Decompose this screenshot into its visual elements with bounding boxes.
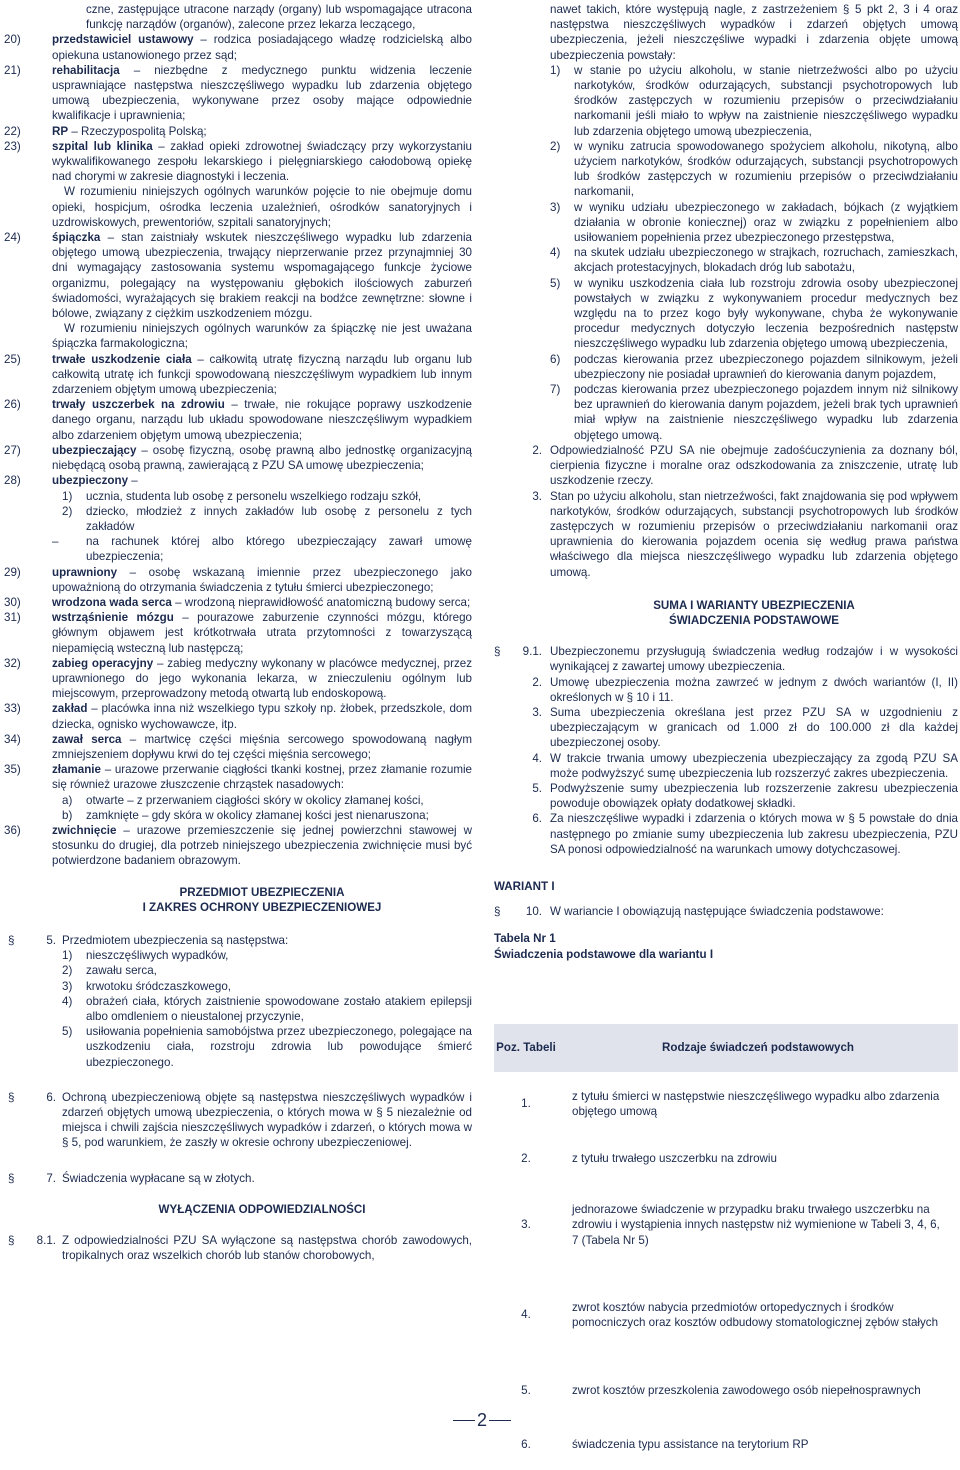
paragraph-9-5: 5. Podwyższenie sumy ubezpieczenia lub rozszerzenie zakresu ubezpieczenia powoduje obowiązek opłaty dodatkowej składki. xyxy=(532,781,958,811)
paragraph-5-item-4: 4) obrażeń ciała, których zaistnienie spowodowane zostało atakiem epilepsji albo omdleniem o nieustalonej przyczynie, xyxy=(62,994,472,1023)
section-heading-sum-2: ŚWIADCZENIA PODSTAWOWE xyxy=(668,613,840,627)
definition-21: 21) rehabilitacja – niezbędne z medycznego punktu widzenia leczenie usprawniające następstwa nieszczęśliwego wypadku lub zdarzenia objętego umową ubezpieczenia, wykonywane przez osoby mające odpowiednie kwalifikacje i uprawnienia; xyxy=(4,63,472,123)
exclusion-item-5: 5) w wyniku uszkodzenia ciała lub rozstroju zdrowia osoby ubezpieczonej powstałych w związku z wykonywaniem procedur medycznych bez względu na to przez kogo były wykonywane, chyba że wykonywanie procedur medycznych dotyczyło leczenia bezpośrednich następstw nieszczęśliwego wypadku lub zdarzenia objętego umową ubezpieczenia, xyxy=(550,276,958,351)
definition-35-item-a: a) otwarte – z przerwaniem ciągłości skóry w okolicy złamanej kości, xyxy=(62,793,424,807)
paragraph-5-item-5: 5) usiłowania popełnienia samobójstwa przez ubezpieczonego, polegające na uszkodzeniu ciała, rozstroju zdrowia lub powodujące śmierć ubezpieczonego. xyxy=(62,1025,472,1069)
definition-25: 25) trwałe uszkodzenie ciała – całkowitą utratę fizyczną narządu lub organu lub całkowitą utratę ich funkcji spowodowaną nieszczęśliwym wypadkiem lub innym zdarzeniem objętym umową ubezpieczenia; xyxy=(4,352,473,397)
definition-31: 31) wstrząśnienie mózgu – pourazowe zaburzenie czynności mózgu, którego głównym objawem jest krótkotrwała utrata przytomności z towarzyszącą niepamięcią wsteczną lub następczą; xyxy=(4,611,472,655)
page-number-dash-right xyxy=(489,1420,511,1421)
variant-heading: WARIANT I xyxy=(494,879,555,893)
definition-28: 28) ubezpieczony – xyxy=(4,474,138,488)
table-row: 3. jednorazowe świadczenie w przypadku braku trwałego uszczerbku na zdrowiu i wystąpienia innych następstw niż wymienione w Tabeli 3, 4, 6, 7 (Tabela Nr 5) xyxy=(521,1203,940,1247)
definition-30: 30) wrodzona wada serca – wrodzoną nieprawidłowość anatomiczną budowy serca; xyxy=(4,595,471,609)
paragraph-9-4: 4. W trakcie trwania umowy ubezpieczenia ubezpieczający za zgodą PZU SA może podwyższyć sumę ubezpieczenia lub rozszerzyć zakres ubezpieczenia. xyxy=(532,751,958,780)
table-row: 2. z tytułu trwałego uszczerbku na zdrowiu xyxy=(521,1152,777,1166)
paragraph-7: § 7. Świadczenia wypłacane są w złotych. xyxy=(8,1171,255,1185)
section-heading-scope-2: I ZAKRES OCHRONY UBEZPIECZENIOWEJ xyxy=(142,900,382,914)
definition-22: 22) RP – Rzeczypospolitą Polską; xyxy=(4,124,207,138)
right-column xyxy=(494,2,958,962)
definition-23: 23) szpital lub klinika – zakład opieki zdrowotnej świadczący przy wykorzystaniu wykwalifikowanego zespołu lekarskiego i pielęgniarskiego całodobową opiekę nad chorymi w zakresie diagnostyki i leczenia. xyxy=(4,139,472,184)
left-column xyxy=(4,2,473,1263)
table-row: 4. zwrot kosztów nabycia przedmiotów ortopedycznych i środków pomocniczych oraz kosztów odbudowy stomatologicznej zębów stałych xyxy=(521,1300,939,1329)
definition-20: 20) przedstawiciel ustawowy – rodzica posiadającego władzę rodzicielską albo opiekuna ustanowionego przez sąd; xyxy=(4,33,472,62)
table-header-poz: Poz. Tabeli xyxy=(496,1041,556,1055)
definition-28-item-2: 2) dziecko, młodzież z innych zakładów lub osobę z personelu z tych zakładów xyxy=(62,504,472,533)
exclusion-item-4: 4) na skutek udziału ubezpieczonego w strajkach, rozruchach, zamieszkach, akcjach protestacyjnych, blokadach dróg lub sabotażu, xyxy=(550,246,958,275)
definition-36: 36) zwichnięcie – urazowe przemieszczenie się jednej powierzchni stawowej w stosunku do drugiej, dla potrzeb niniejszego ubezpieczenia zwichnięcie musi być potwierdzone badaniem obrazowym. xyxy=(4,823,472,868)
definition-32: 32) zabieg operacyjny – zabieg medyczny wykonany w placówce medycznej, przez uprawnionego do jego wykonania lekarza, w znieczuleniu ogólnym lub miejscowym, przeprowadzony metodą otwartą lub endoskopową. xyxy=(4,656,472,701)
table-caption-title: Świadczenia podstawowe dla wariantu I xyxy=(494,947,714,961)
paragraph-9-2: 2. Umowę ubezpieczenia można zawrzeć w jednym z dwóch wariantów (I, II) określonych w § 10 i 11. xyxy=(532,675,958,704)
page-number: 2 xyxy=(455,1410,509,1430)
definition-26: 26) trwały uszczerbek na zdrowiu – trwałe, nie rokujące poprawy uszkodzenie danego organu, narządu lub układu spowodowane nieszczęśliwym wypadkiem albo zdarzeniem objętym umową ubezpieczenia; xyxy=(4,398,472,442)
definition-28-item-1: 1) ucznia, studenta lub osobę z personelu wszelkiego rodzaju szkół, xyxy=(62,489,422,503)
paragraph-8-3: 3. Stan po użyciu alkoholu, stan nietrzeźwości, fakt znajdowania się pod wpływem narkotyków, środków odurzających, substancji psychotropowych lub środków zastępczych w rozumieniu przepisów o przeciwdziałaniu narkomanii oraz uprawnienia do kierowania pojazdem ocenia się według prawa państwa właściwego dla miejsca nieszczęśliwego wypadku lub zdarzenia objętego umową. xyxy=(532,489,958,579)
benefits-table xyxy=(494,1024,958,1470)
paragraph-10: § 10. W wariancie I obowiązują następujące świadczenia podstawowe: xyxy=(494,905,884,919)
paragraph-8-2: 2. Odpowiedzialność PZU SA nie obejmuje zadośćuczynienia za doznany ból, cierpienia fizyczne i moralne oraz odszkodowania za zniszczenie, utratę lub uszkodzenie rzeczy. xyxy=(532,443,958,488)
paragraph-5-item-2: 2) zawału serca, xyxy=(62,964,157,978)
note-23: W rozumieniu niniejszych ogólnych warunków pojęcie to nie obejmuje domu opieki, hospicjum, ośrodka leczenia uzależnień, ośrodków sanatoryjnych i uzdrowiskowych, prewentoriów, szpitali sanatoryjnych; xyxy=(52,185,472,229)
intro-paragraph: czne, zastępujące utracone narządy (organy) lub wspomagające utracona funkcję narządów (organów), zalecone przez lekarza leczącego, xyxy=(86,3,472,32)
table-header-rodzaj: Rodzaje świadczeń podstawowych xyxy=(662,1041,854,1055)
table-caption-number: Tabela Nr 1 xyxy=(494,932,556,946)
exclusion-item-1: 1) w stanie po użyciu alkoholu, w stanie nietrzeźwości albo po użyciu narkotyków, środków odurzających, substancji psychotropowych lub środków zastępczych w rozumieniu przepisów o przeciwdziałaniu narkomanii jeśli miało to wpływ na zaistnienie nieszczęśliwego wypadku lub zdarzenia objętego umową ubezpieczenia, xyxy=(550,63,958,138)
definition-35-item-b: b) zamknięte – gdy skóra w okolicy złamanej kości jest nienaruszona; xyxy=(62,808,429,822)
paragraph-5-item-1: 1) nieszczęśliwych wypadków, xyxy=(62,949,229,963)
definition-24: 24) śpiączka – stan zaistniały wskutek nieszczęśliwego wypadku lub zdarzenia objętego umową ubezpieczenia, trwający nieprzerwanie przez przynajmniej 30 dni wymagający zastosowania systemu wspomagającego funkcje życiowe organizmu, polegający na występowaniu głębokich ilościowych zaburzeń świadomości, wyrażających się brakiem reakcji na bodźce zewnętrzne: słowne i bólowe, związany z ciężkim uszkodzeniem mózgu. xyxy=(4,231,472,321)
paragraph-9-1: § 9.1. Ubezpieczonemu przysługują świadczenia według rodzajów i w wysokości wynikającej z zawartej umowy ubezpieczenia. xyxy=(494,645,958,674)
paragraph-8-1-continued: nawet takich, które występują nagle, z zastrzeżeniem § 5 pkt 2, 3 i 4 oraz następstwa nieszczęśliwych wypadków i zdarzeń objętych umową ubezpieczenia, jeżeli nieszczęśliwe wypadki i zdarzenia objęte umową ubezpieczenia powstały: xyxy=(550,3,958,62)
page-number-dash-left xyxy=(453,1420,475,1421)
section-heading-exclusions: WYŁĄCZENIA ODPOWIEDZIALNOŚCI xyxy=(158,1202,366,1216)
table-row: 6. świadczenia typu assistance na terytorium RP xyxy=(521,1438,809,1452)
table-row: 5. zwrot kosztów przeszkolenia zawodowego osób niepełnosprawnych xyxy=(521,1384,921,1398)
definition-33: 33) zakład – placówka inna niż wszelkiego typu szkoły np. żłobek, przedszkole, dom dziecka, ognisko wychowawcze, itp. xyxy=(4,702,472,731)
definition-29: 29) uprawniony – osobę wskazaną imiennie przez ubezpieczonego jako upoważnioną do otrzymania świadczenia z tytułu śmierci ubezpieczonego; xyxy=(4,565,472,594)
definition-34: 34) zawał serca – martwicę części mięśnia sercowego spowodowaną nagłym zmniejszeniem dopływu krwi do tej części mięśnia sercowego; xyxy=(4,732,472,761)
definition-27: 27) ubezpieczający – osobę fizyczną, osobę prawną albo jednostkę organizacyjną niebędącą osobą prawną, zawierającą z PZU SA umowę ubezpieczenia; xyxy=(4,443,472,473)
definition-35: 35) złamanie – urazowe przerwanie ciągłości tkanki kostnej, przez złamanie rozumie się również urazowe złuszczenie chrząstek nasadowych: xyxy=(4,763,472,792)
paragraph-8-1: § 8.1. Z odpowiedzialności PZU SA wyłączone są następstwa chorób zawodowych, tropikalnych oraz wszelkich chorób lub stanów chorobowych, xyxy=(8,1234,472,1263)
section-heading-scope-1: PRZEDMIOT UBEZPIECZENIA xyxy=(179,885,345,899)
exclusion-item-6: 6) podczas kierowania przez ubezpieczonego pojazdem silnikowym, jeżeli ubezpieczony nie posiadał uprawnień do kierowania danym pojazdem, xyxy=(550,352,958,381)
exclusion-item-7: 7) podczas kierowania przez ubezpieczonego pojazdem innym niż silnikowy bez uprawnień do kierowania danym pojazdem, jeżeli brak tych uprawnień miał wpływ na zaistnienie nieszczęśliwego wypadku lub zdarzenia objętego umową. xyxy=(550,383,958,442)
exclusion-item-3: 3) w wyniku udziału ubezpieczonego w zakładach, bójkach (z wyjątkiem działania w obronie koniecznej) oraz w związku z popełnieniem albo usiłowaniem popełnienia przez ubezpieczonego przestępstwa, xyxy=(550,200,958,245)
note-24: W rozumieniu niniejszych ogólnych warunków za śpiączkę nie jest uważana śpiączka farmakologiczna; xyxy=(52,322,472,351)
paragraph-6: § 6. Ochroną ubezpieczeniową objęte są następstwa nieszczęśliwych wypadków i zdarzeń objętych umową ubezpieczenia, o których mowa w § 5 niezależnie od miejsca i chwili zajścia nieszczęśliwych wypadków i zdarzeń, o których mowa w § 5, pod warunkiem, że zaszły w okresie ochrony ubezpieczeniowej. xyxy=(8,1090,472,1150)
paragraph-5-item-3: 3) krwotoku śródczaszkowego, xyxy=(62,979,231,993)
section-heading-sum-1: SUMA I WARIANTY UBEZPIECZENIA xyxy=(653,598,855,612)
paragraph-5: § 5. Przedmiotem ubezpieczenia są następstwa: xyxy=(8,933,289,947)
table-header-row xyxy=(494,1024,958,1072)
exclusion-item-2: 2) w wyniku zatrucia spowodowanego spożyciem alkoholu, nikotyną, albo użyciem narkotyków, środków odurzających, substancji psychotropowych lub środków zastępczych w rozumieniu przepisów o przeciwdziałaniu narkomanii, xyxy=(550,139,958,199)
table-row: 1. z tytułu śmierci w następstwie nieszczęśliwego wypadku albo zdarzenia objętego umową xyxy=(521,1089,940,1118)
paragraph-9-6: 6. Za nieszczęśliwe wypadki i zdarzenia o których mowa w § 5 powstałe do dnia następnego po zmianie sumy ubezpieczenia lub zakresu ubezpieczenia, PZU SA ponosi odpowiedzialność na warunkach umowy dotychczasowej. xyxy=(532,812,958,856)
definition-28-item-3: – na rachunek której albo którego ubezpieczający zawarł umowę ubezpieczenia; xyxy=(52,535,472,564)
paragraph-9-3: 3. Suma ubezpieczenia określana jest przez PZU SA w uzgodnieniu z ubezpieczającym w granicach od 1.000 zł do 100.000 zł dla każdej ubezpieczonej osoby. xyxy=(532,705,958,750)
